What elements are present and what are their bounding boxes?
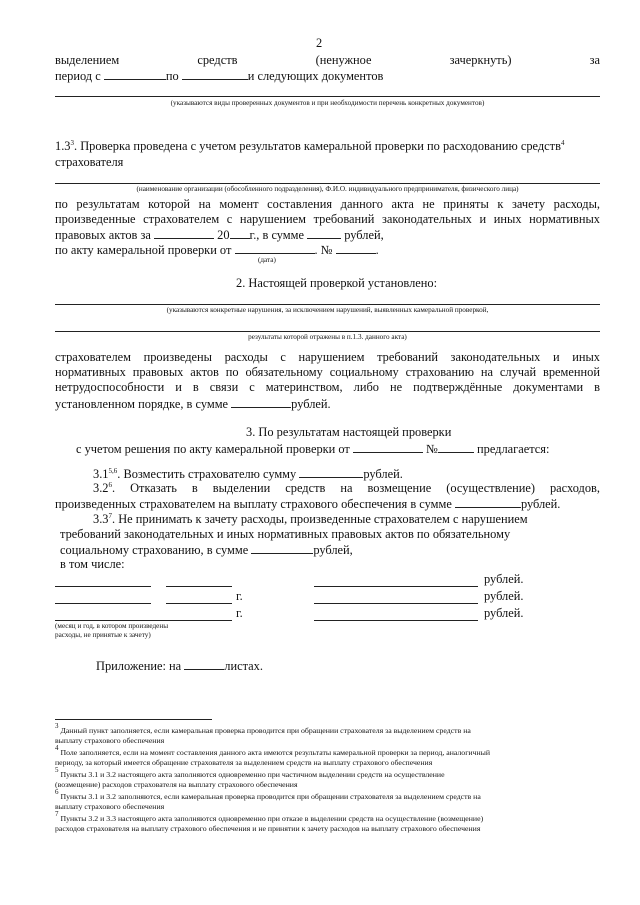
footnote-ref: 4 — [560, 139, 565, 147]
footnote-text: Пункты 3.1 и 3.2 заполняются, если камеральная проверка проводится при обращении страхователя за выделением средств на — [60, 792, 481, 801]
month-caption-2: расходы, не принятые к зачету) — [55, 631, 151, 639]
amount-blank — [314, 603, 478, 604]
amount-blank — [314, 586, 478, 587]
footnote-text: Пункты 3.1 и 3.2 настоящего акта заполняются одновременно при частичном выделении средств на осуществление — [60, 770, 445, 779]
period-label: правовых актов за — [55, 228, 151, 242]
year-suffix: г. — [236, 589, 243, 603]
sum-blank — [251, 542, 313, 554]
sum-blank — [299, 466, 363, 478]
section-1-3-line-6 — [55, 242, 379, 258]
sum-blank — [307, 227, 341, 239]
rubles-label: рублей. — [484, 606, 524, 620]
intro-word: выделением — [55, 53, 120, 67]
section-text: . Проверка проведена с учетом результатов камеральной проверки по расходованию средств — [74, 139, 561, 153]
sum-label: установленном порядке, в сумме — [55, 397, 229, 411]
year-suffix: г. — [236, 606, 243, 620]
period-line — [55, 68, 383, 84]
sum-blank — [455, 496, 521, 508]
documents-caption: (указываются виды проверенных документов и при необходимости перечень конкретных документов) — [170, 99, 485, 107]
number-label: № — [426, 442, 438, 456]
section-2-line-3: нетрудоспособности и в связи с материнством, либо не подтверждённые документами в — [55, 380, 600, 394]
item-3-3-line-1 — [93, 512, 528, 527]
footnote-mark: 3 — [55, 722, 59, 730]
sum-blank — [231, 396, 291, 408]
act-date-label: по акту камеральной проверки от — [55, 243, 232, 257]
footnote-text: Поле заполняется, если на момент составления данного акта имеются результаты камеральной проверки за период, аналогичный — [60, 748, 491, 757]
section-1-3-line-1 — [55, 139, 564, 154]
item-number: 3.3 — [93, 512, 109, 526]
item-text: социальному страхованию, в сумме — [60, 543, 249, 557]
section-2-line-4 — [55, 396, 331, 412]
footnote-4-cont: периоду, за который имеется обращение страхователя за выделением средств на выплату страхового обеспечения — [55, 758, 433, 767]
footnote-5-cont: (возмещение) расходов страхователя на выплату страхового обеспечения — [55, 780, 298, 789]
footnote-mark: 5 — [55, 766, 59, 774]
footnote-ref: 6 — [108, 481, 112, 489]
section-2-line-2: нормативных правовых актов по обязательному социальному страхованию на случай временной — [55, 365, 600, 379]
organization-caption: (наименование организации (обособленного подразделения), Ф.И.О. индивидуального предпринимателя, физического лица) — [136, 185, 519, 193]
footnote-ref: 7 — [108, 512, 112, 520]
section-1-3-line-2: страхователя — [55, 155, 124, 169]
item-text: . Отказать в выделении средств на возмещение (осуществление) расходов, — [112, 481, 600, 495]
item-3-3-line-2: требований законодательных и иных нормативных правовых актов по обязательному — [60, 527, 511, 541]
rubles-label: рублей, — [313, 543, 353, 557]
intro-word: зачеркнуть) — [449, 53, 512, 67]
sum-label: г., в сумме — [249, 228, 304, 242]
rubles-label: рублей. — [520, 497, 561, 511]
item-3-3-line-4: в том числе: — [60, 557, 125, 571]
item-3-3-line-3 — [60, 542, 353, 558]
footnote-ref: 5,6 — [108, 467, 118, 475]
attachment-line — [96, 658, 263, 674]
item-3-1 — [93, 466, 403, 482]
intro-word: (ненужное — [315, 53, 372, 67]
footnote-7 — [55, 810, 484, 824]
intro-word: за — [589, 53, 600, 67]
footnote-mark: 4 — [55, 744, 59, 752]
intro-word: средств — [197, 53, 238, 67]
section-2-heading: 2. Настоящей проверкой установлено: — [236, 276, 438, 290]
fill-line — [55, 331, 600, 332]
footnote-mark: 7 — [55, 810, 59, 818]
intro-line-1 — [55, 53, 600, 68]
section-3-subheading — [76, 441, 549, 457]
decision-date-blank — [353, 441, 423, 453]
sheets-label: листах. — [224, 659, 263, 673]
rubles-label: рублей, — [344, 228, 384, 242]
footnote-6-cont: выплату страхового обеспечения — [55, 802, 165, 811]
footnote-text: Данный пункт заполняется, если камеральная проверка проводится при обращении страхователя за выделением средств на — [60, 726, 471, 735]
punctuation: . — [375, 243, 379, 257]
violations-caption: (указываются конкретные нарушения, за исключением нарушений, выявленных камеральной проверкой, — [166, 306, 489, 314]
year-blank — [166, 603, 232, 604]
documents-label: и следующих документов — [247, 69, 384, 83]
section-2-line-1: страхователем произведены расходы с нарушением требований законодательных и иных — [55, 350, 600, 364]
section-1-3-line-4: произведенные страхователем с нарушением требований законодательных и иных нормативных — [55, 212, 600, 226]
act-number-blank — [336, 242, 376, 254]
month-blank — [55, 586, 151, 587]
amount-blank — [314, 620, 478, 621]
rubles-label: рублей. — [484, 572, 524, 586]
rubles-label: рублей. — [484, 589, 524, 603]
year-blank — [166, 586, 232, 587]
proposes-label: предлагается: — [477, 442, 550, 456]
rubles-label: рублей. — [363, 467, 403, 481]
period-to-label: по — [165, 69, 179, 83]
item-3-2-line-2 — [55, 496, 560, 512]
section-1-3-line-5 — [55, 227, 384, 243]
footnote-3 — [55, 722, 471, 736]
decision-label: с учетом решения по акту камеральной проверки от — [76, 442, 350, 456]
footnote-7-cont: расходов страхователя на выплату страхового обеспечения и не принятии к зачету расходов на выплату страхового обеспечения — [55, 824, 481, 833]
item-number: 3.2 — [93, 481, 109, 495]
attachment-label: Приложение: на — [96, 659, 182, 673]
rubles-label: рублей. — [291, 397, 331, 411]
footnote-separator — [55, 719, 212, 720]
violations-caption-2: результаты которой отражены в п.1.3. данного акта) — [248, 333, 407, 341]
footnote-text: Пункты 3.2 и 3.3 настоящего акта заполняются одновременно при отказе в выделении средств на осуществление (возмещение) — [60, 814, 484, 823]
act-date-blank — [235, 242, 315, 254]
period-to-blank — [182, 68, 248, 80]
month-blank — [55, 603, 151, 604]
section-number: 1.3 — [55, 139, 71, 153]
act-number-label: . № — [314, 243, 333, 257]
period-from-label: период с — [55, 69, 101, 83]
date-caption: (дата) — [258, 256, 276, 264]
item-3-2-line-1 — [93, 481, 600, 496]
item-text: . Возместить страхователю сумму — [117, 467, 297, 481]
year-prefix: 20 — [217, 228, 230, 242]
footnote-ref: 3 — [70, 139, 74, 147]
fill-line — [55, 183, 600, 184]
year-blank — [230, 227, 250, 239]
fill-line — [55, 96, 600, 97]
section-3-heading: 3. По результатам настоящей проверки — [246, 425, 452, 439]
footnote-4 — [55, 744, 491, 758]
decision-number-blank — [438, 441, 474, 453]
footnote-6 — [55, 788, 481, 802]
section-1-3-line-3: по результатам которой на момент составления данного акта не приняты к зачету расходы, — [55, 197, 600, 211]
footnote-mark: 6 — [55, 788, 59, 796]
month-caption-1: (месяц и год, в котором произведены — [55, 622, 169, 630]
period-from-blank — [104, 68, 166, 80]
month-year-blank — [55, 620, 232, 621]
item-number: 3.1 — [93, 467, 109, 481]
period-blank — [154, 227, 214, 239]
item-text: . Не принимать к зачету расходы, произведенные страхователем с нарушением — [112, 512, 528, 526]
sheets-blank — [184, 658, 224, 670]
footnote-5 — [55, 766, 445, 780]
item-text: произведенных страхователем на выплату страхового обеспечения в сумме — [55, 497, 452, 511]
fill-line — [55, 304, 600, 305]
footnote-3-cont: выплату страхового обеспечения — [55, 736, 165, 745]
page-number: 2 — [316, 36, 323, 50]
